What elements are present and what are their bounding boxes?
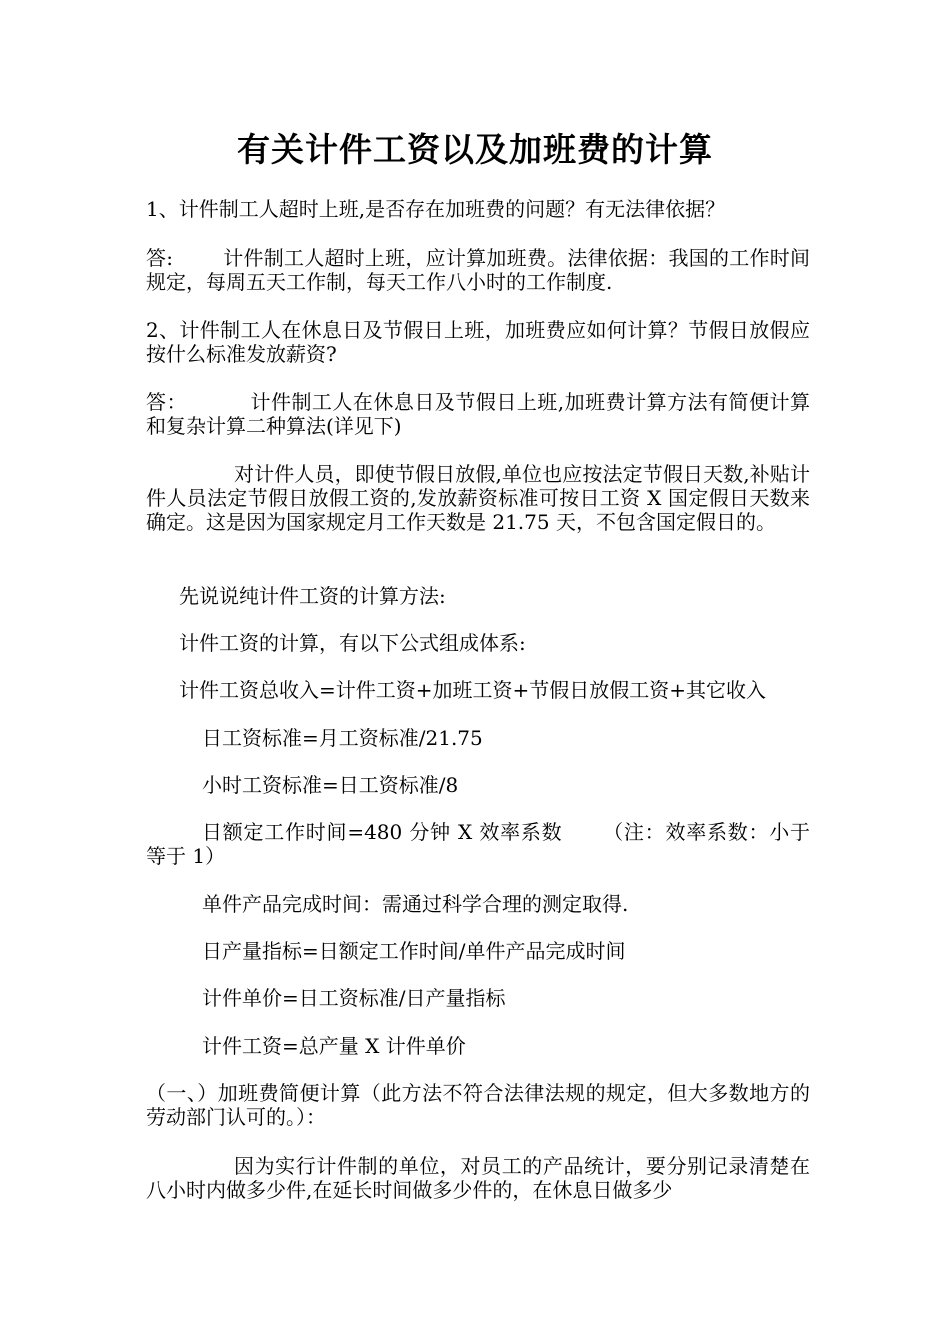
formula-hourly: 小时工资标准=日工资标准/8	[202, 773, 459, 797]
formula-output: 日产量指标=日额定工作时间/单件产品完成时间	[202, 939, 626, 963]
section-1-heading: （一、）加班费简便计算（此方法不符合法律法规的规定，但大多数地方的劳动部门认可的。）：	[146, 1081, 810, 1129]
holiday-paragraph: 对计件人员，即使节假日放假,单位也应按法定节假日天数,补贴计件人员法定节假日放假工资的,发放薪资标准可按日工资 X 国定假日天数来确定。这是因为国家规定月工作天数是 21.75 天，不包含国定假日的。	[146, 462, 810, 534]
formula-worktime-note: （注：效率系数：小于等于 1）	[146, 820, 811, 868]
intro-method: 先说说纯计件工资的计算方法:	[179, 584, 446, 608]
document-title: 有关计件工资以及加班费的计算	[237, 130, 713, 169]
answer-2-label: 答：	[146, 390, 187, 414]
formula-system: 计件工资的计算，有以下公式组成体系:	[179, 631, 526, 655]
question-2: 2、计件制工人在休息日及节假日上班，加班费应如何计算？节假日放假应按什么标准发放薪资?	[146, 318, 810, 366]
formula-unit-time: 单件产品完成时间：需通过科学合理的测定取得.	[202, 892, 629, 916]
formula-wage: 计件工资=总产量 X 计件单价	[202, 1034, 466, 1058]
formula-price: 计件单价=日工资标准/日产量指标	[202, 986, 506, 1010]
answer-2	[146, 390, 810, 438]
section-1-paragraph: 因为实行计件制的单位，对员工的产品统计，要分别记录清楚在八小时内做多少件,在延长时间做多少件的，在休息日做多少	[146, 1154, 810, 1202]
question-1: 1、计件制工人超时上班,是否存在加班费的问题？有无法律依据？	[146, 197, 726, 221]
answer-1	[146, 246, 810, 294]
answer-2-text: 计件制工人在休息日及节假日上班,加班费计算方法有简便计算和复杂计算二种算法(详见下)	[146, 390, 811, 438]
formula-daily: 日工资标准=月工资标准/21.75	[202, 726, 483, 750]
formula-total: 计件工资总收入=计件工资+加班工资+节假日放假工资+其它收入	[179, 678, 767, 702]
answer-1-text: 计件制工人超时上班，应计算加班费。法律依据：我国的工作时间规定，每周五天工作制，每天工作八小时的工作制度.	[146, 246, 810, 294]
formula-worktime-text: 日额定工作时间=480 分钟 X 效率系数	[202, 820, 563, 844]
formula-worktime	[146, 820, 810, 868]
answer-1-label: 答:	[146, 246, 173, 270]
